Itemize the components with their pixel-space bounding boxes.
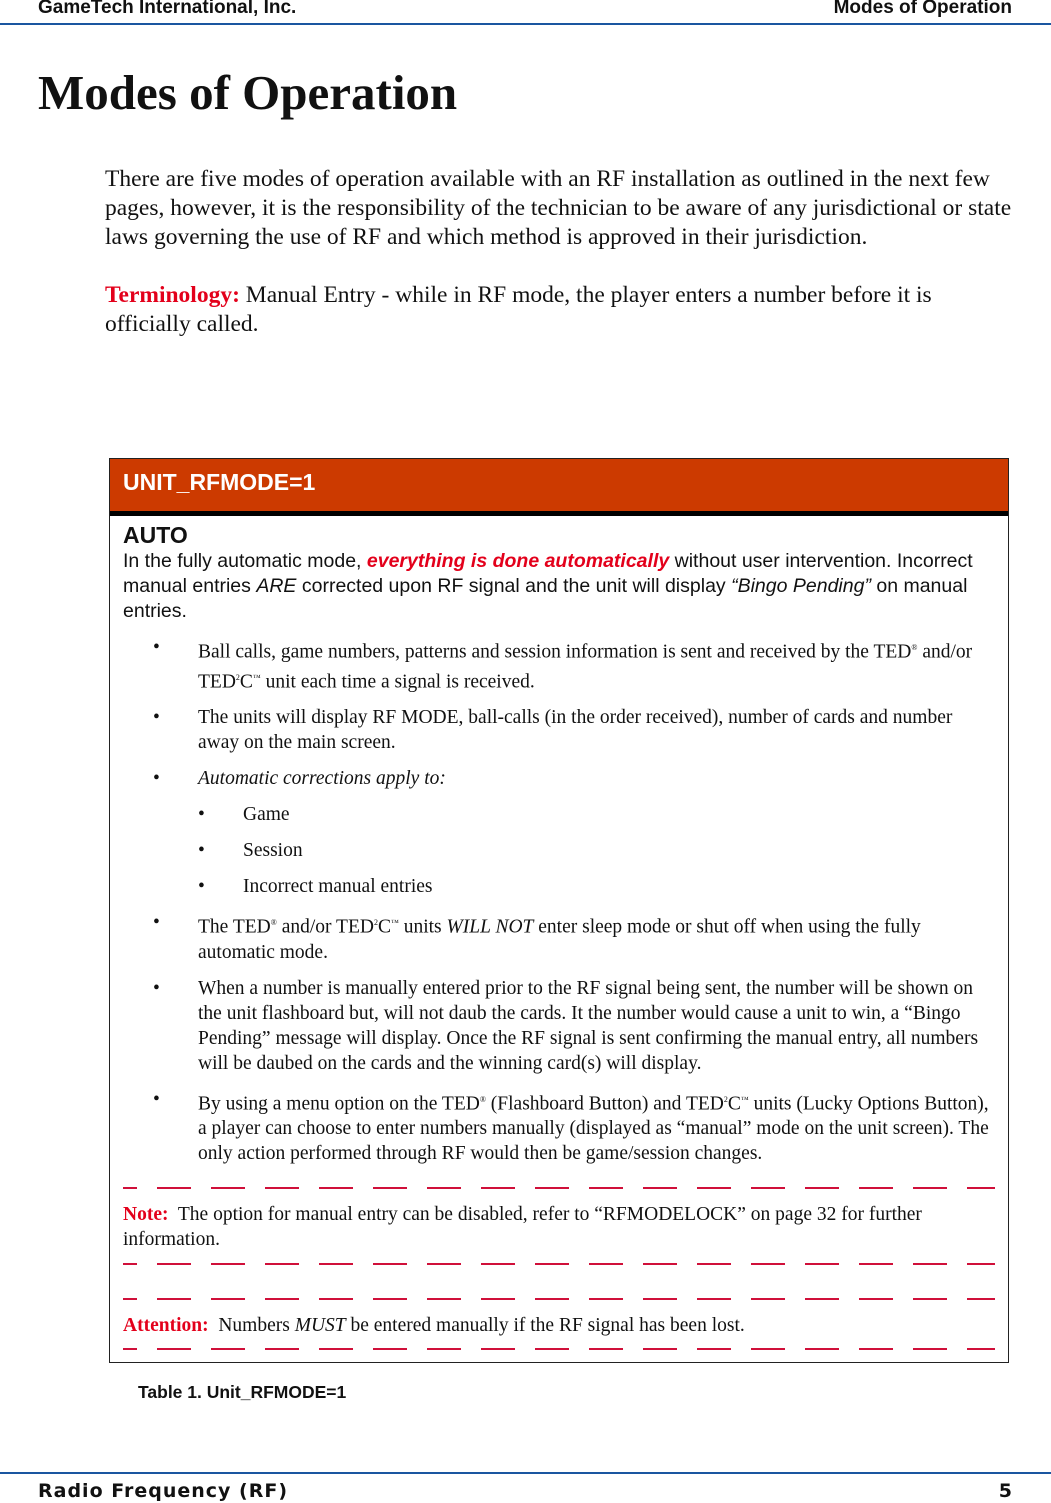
dashed-divider (123, 1187, 995, 1189)
list-item (123, 766, 995, 791)
emphasis: “Bingo Pending” (731, 575, 871, 597)
note-label: Note: (123, 1204, 169, 1225)
text: units (398, 916, 447, 938)
note-text: The option for manual entry can be disabled, refer to “RFMODELOCK” on page 32 for further information. (123, 1204, 927, 1250)
sub-list-item: • Incorrect manual entries (123, 874, 995, 899)
attention-label: Attention: (123, 1315, 209, 1336)
page-title: Modes of Operation (38, 65, 458, 120)
text: and/or TED (276, 916, 374, 938)
intro-section (105, 165, 1020, 339)
highlight: everything is done automatically (366, 550, 670, 572)
text: corrected upon RF signal and the unit will display (296, 575, 732, 597)
sub-list-item: • Game (123, 802, 995, 827)
rfmode-table (109, 458, 1009, 1363)
sup: 2 (235, 672, 240, 682)
sup: ™ (252, 672, 261, 682)
dashed-divider (123, 1263, 995, 1265)
list-item (123, 910, 995, 965)
bullet-list (123, 635, 995, 1166)
text: enter sleep mode or shut off when using the fully automatic mode. (198, 916, 921, 963)
emphasis: ARE (256, 575, 297, 597)
page-number: 5 (998, 1480, 1012, 1502)
sup: 2 (373, 918, 378, 927)
emphasis: MUST (294, 1315, 346, 1336)
text: Ball calls, game numbers, patterns and session information is sent and received by the TED (198, 641, 912, 663)
list-item (123, 635, 995, 694)
text: units (Lucky Options Button), a player can choose to enter numbers manually (displayed as “manual” mode on the unit screen). The only action performed through RF would then be game/session changes. (198, 1093, 989, 1164)
text: unit each time a signal is received. (260, 671, 535, 692)
mode-description (123, 549, 995, 624)
text: C (727, 1093, 741, 1114)
sub-list-item: • Session (123, 838, 995, 863)
text: By using a menu option on the TED (198, 1093, 480, 1114)
page-footer (0, 1472, 1051, 1502)
header-company: GameTech International, Inc. (38, 0, 297, 18)
text: on manual entries. (123, 575, 968, 622)
sup: ™ (390, 918, 399, 927)
sup: ® (479, 1094, 486, 1104)
emphasis: WILL NOT (446, 916, 534, 938)
text: and/or TED (198, 641, 973, 692)
sup: ™ (740, 1094, 749, 1104)
list-item (123, 1087, 995, 1167)
terminology-paragraph (105, 281, 1020, 339)
terminology-text: Manual Entry - while in RF mode, the player enters a number before it is officially called. (105, 282, 932, 337)
terminology-label: Terminology: (105, 282, 240, 308)
dashed-divider (123, 1298, 995, 1300)
sup: ® (911, 643, 918, 652)
table-header: UNIT_RFMODE=1 (110, 459, 1008, 516)
sup: 2 (723, 1094, 728, 1104)
list-item: • The units will display RF MODE, ball-calls (in the order received), number of cards and number away on the main screen. (123, 705, 995, 755)
footer-section: Radio Frequency (RF) (38, 1480, 289, 1502)
mode-title: AUTO (123, 522, 188, 548)
text: In the fully automatic mode, (123, 550, 367, 572)
text: C (377, 916, 391, 938)
note (123, 1202, 995, 1252)
page-header (0, 0, 1051, 25)
intro-paragraph: There are five modes of operation available with an RF installation as outlined in the next few pages, however, it is the responsibility of the technician to be aware of any jurisdictional or state laws governing the use of RF and which method is approved in their jurisdiction. (105, 166, 1012, 250)
text: Automatic corrections apply to: (198, 768, 446, 789)
text: C (239, 671, 253, 692)
text: be entered manually if the RF signal has been lost. (345, 1315, 745, 1336)
header-section: Modes of Operation (833, 0, 1012, 18)
table-caption: Table 1. Unit_RFMODE=1 (138, 1382, 347, 1402)
attention (123, 1313, 995, 1338)
text: (Flashboard Button) and TED (485, 1093, 724, 1114)
dashed-divider (123, 1348, 995, 1350)
sup: ® (270, 918, 277, 927)
text: without user intervention. Incorrect manual entries (123, 550, 973, 597)
text: The TED (198, 916, 271, 938)
list-item: • When a number is manually entered prior to the RF signal being sent, the number will be shown on the unit flashboard but, will not daub the cards. It the number would cause a unit to win, a “Bingo Pending” message will display. Once the RF signal is sent confirming the manual entry, all numbers will be daubed on the cards and the winning card(s) will display. (123, 976, 995, 1076)
text: Numbers (208, 1315, 295, 1336)
